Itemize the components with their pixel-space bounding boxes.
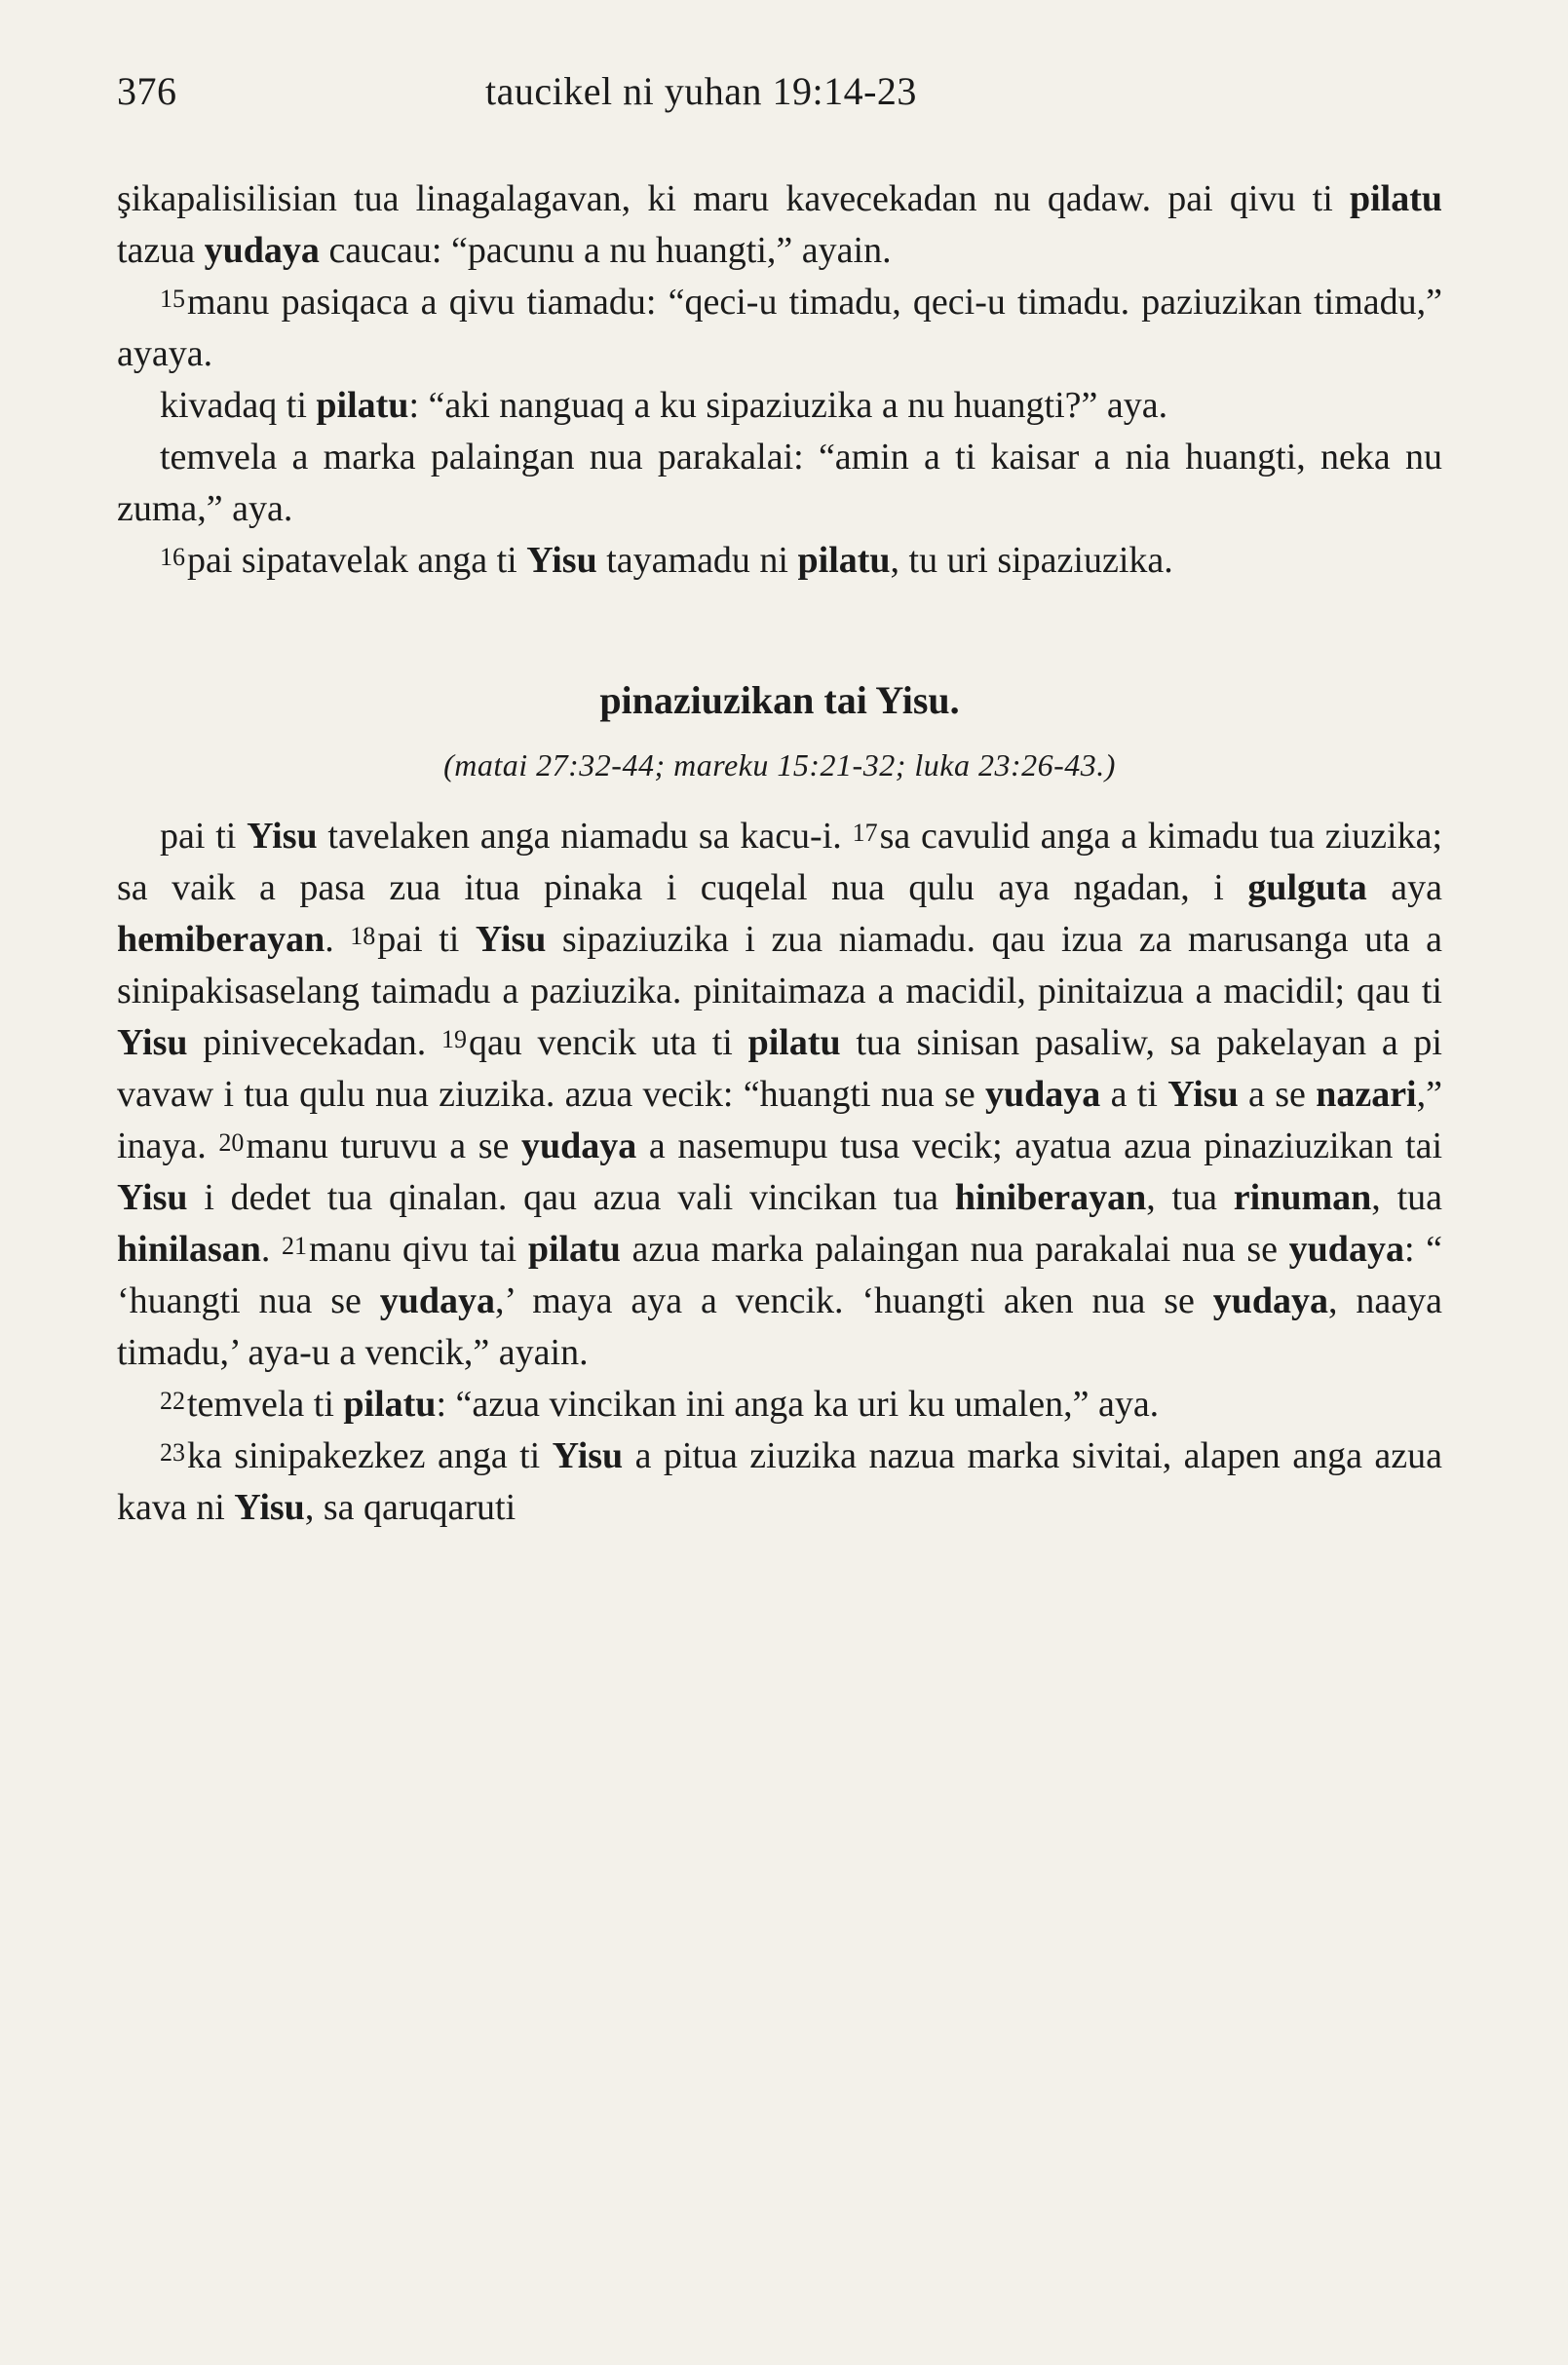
text-run: tua sinisan pasaliw, sa pakelayan a pi vavaw i tua qulu nua ziuzika. azua vecik: “huangti nua se: [117, 1022, 1442, 1115]
text-run: , sa qaruqaruti: [304, 1487, 516, 1528]
text-run: temvela ti: [187, 1384, 344, 1425]
bold-term: Yisu: [247, 816, 318, 857]
bold-term: Yisu: [117, 1177, 188, 1218]
verse-number: 15: [160, 285, 185, 313]
paragraph: [117, 811, 1442, 1379]
text-run: aya: [1366, 867, 1443, 908]
text-run: şikapalisilisian tua linagalagavan, ki maru kavecekadan nu qadaw. pai qivu ti: [117, 178, 1350, 219]
section-references: (matai 27:32-44; mareku 15:21-32; luka 23:26-43.): [443, 747, 1116, 782]
text-run: pai ti: [160, 816, 248, 857]
verse-number: 16: [160, 543, 185, 571]
bold-term: pilatu: [527, 1229, 621, 1270]
bold-term: yudaya: [985, 1074, 1101, 1115]
text-run: i dedet tua qinalan. qau azua vali vincikan tua: [187, 1177, 955, 1218]
verse-number: 22: [160, 1387, 185, 1415]
body-text: [117, 173, 1442, 1534]
bold-term: yudaya: [379, 1280, 496, 1321]
bold-term: hinilasan: [117, 1229, 261, 1270]
bold-term: pilatu: [316, 385, 409, 426]
bold-term: yudaya: [1288, 1229, 1404, 1270]
text-run: , tua: [1146, 1177, 1234, 1218]
text-run: : “aki nanguaq a ku sipaziuzika a nu huangti?” aya.: [408, 385, 1168, 426]
paragraph: [117, 1379, 1442, 1430]
bold-term: Yisu: [475, 919, 547, 960]
bold-term: Yisu: [117, 1022, 188, 1063]
text-run: , tu uri sipaziuzika.: [890, 540, 1173, 581]
text-run: sipaziuzika i zua niamadu. qau izua za marusanga uta a sinipakisaselang taimadu a paziuzika. pinitaimaza a macidil, pinitaizua a macidil; qau ti: [117, 919, 1443, 1011]
bold-term: hiniberayan: [954, 1177, 1147, 1218]
text-run: pai ti: [377, 919, 476, 960]
bold-term: yudaya: [204, 230, 320, 271]
text-run: ,’ maya aya a vencik. ‘huangti aken nua se: [495, 1280, 1213, 1321]
text-block-1: [117, 173, 1442, 587]
paragraph: [117, 380, 1442, 432]
bold-term: Yisu: [526, 540, 597, 581]
text-run: a se: [1238, 1074, 1317, 1115]
bold-term: hemiberayan: [117, 919, 325, 960]
text-run: sa cavulid anga a kimadu tua ziuzika; sa vaik a pasa zua itua pinaka i cuqelal nua qulu aya ngadan, i: [117, 816, 1443, 908]
paragraph: [117, 277, 1442, 380]
section-title: pinaziuzikan tai Yisu.: [599, 678, 960, 722]
verse-number: 18: [350, 922, 376, 950]
text-run: tazua: [117, 230, 205, 271]
text-run: a pitua ziuzika nazua marka sivitai, alapen anga azua kava ni: [117, 1435, 1442, 1528]
text-run: kivadaq ti: [160, 385, 317, 426]
text-run: pai sipatavelak anga ti: [187, 540, 527, 581]
text-run: manu qivu tai: [309, 1229, 528, 1270]
text-run: temvela a marka palaingan nua parakalai: “amin a ti kaisar a nia huangti, neka nu zuma,” aya.: [117, 437, 1442, 529]
text-run: manu pasiqaca a qivu tiamadu: “qeci-u timadu, qeci-u timadu. paziuzikan timadu,” ayaya.: [117, 282, 1442, 374]
bold-term: rinuman: [1233, 1177, 1372, 1218]
text-run: .: [325, 919, 351, 960]
page-header: [117, 68, 1384, 127]
text-run: pinivecekadan.: [187, 1022, 441, 1063]
text-run: caucau: “pacunu a nu huangti,” ayain.: [319, 230, 892, 271]
text-run: : “azua vincikan ini anga ka uri ku umalen,” aya.: [436, 1384, 1160, 1425]
verse-number: 17: [852, 819, 878, 847]
bold-term: pilatu: [797, 540, 891, 581]
text-run: .: [260, 1229, 282, 1270]
paragraph: [117, 432, 1442, 535]
bold-term: Yisu: [1167, 1074, 1239, 1115]
bold-term: pilatu: [1349, 178, 1442, 219]
bold-term: nazari: [1316, 1074, 1417, 1115]
text-run: : “ ‘huangti nua se: [117, 1229, 1442, 1321]
verse-number: 19: [440, 1025, 467, 1053]
text-block-2: [117, 811, 1442, 1534]
bold-term: pilatu: [343, 1384, 437, 1425]
text-run: , naaya timadu,’ aya-u a vencik,” ayain.: [117, 1280, 1442, 1373]
bold-term: gulguta: [1247, 867, 1367, 908]
bold-term: yudaya: [1212, 1280, 1329, 1321]
text-run: manu turuvu a se: [246, 1125, 521, 1166]
running-title: taucikel ni yuhan 19:14-23: [485, 69, 917, 113]
bold-term: Yisu: [552, 1435, 624, 1476]
bold-term: yudaya: [521, 1125, 637, 1166]
text-run: , tua: [1371, 1177, 1442, 1218]
text-run: qau vencik uta ti: [468, 1022, 748, 1063]
paragraph: [117, 535, 1442, 587]
bold-term: Yisu: [234, 1487, 305, 1528]
paragraph: [117, 173, 1442, 277]
page-number: 376: [117, 69, 177, 113]
verse-number: 20: [218, 1128, 245, 1157]
text-run: ,” inaya.: [117, 1074, 1442, 1166]
text-run: a ti: [1100, 1074, 1168, 1115]
bold-term: pilatu: [747, 1022, 841, 1063]
text-run: tayamadu ni: [596, 540, 798, 581]
paragraph: [117, 1430, 1442, 1534]
text-run: a nasemupu tusa vecik; ayatua azua pinaziuzikan tai: [636, 1125, 1443, 1166]
verse-number: 21: [282, 1232, 307, 1260]
text-run: ka sinipakezkez anga ti: [187, 1435, 553, 1476]
text-run: tavelaken anga niamadu sa kacu-i.: [317, 816, 853, 857]
verse-number: 23: [160, 1438, 185, 1467]
text-run: azua marka palaingan nua parakalai nua se: [620, 1229, 1289, 1270]
